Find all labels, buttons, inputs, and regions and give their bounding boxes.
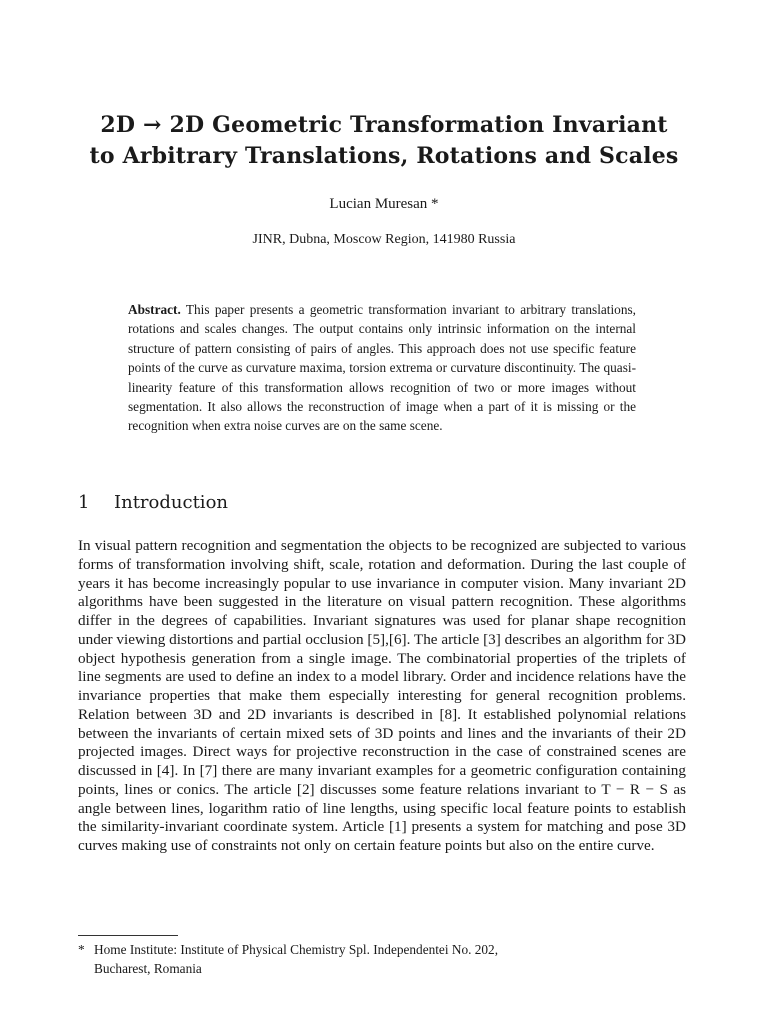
footnote-line-1: Home Institute: Institute of Physical Chemistry Spl. Independentei No. 202,	[94, 942, 499, 957]
footnote-mark: *	[78, 942, 85, 957]
section-number: 1	[78, 492, 90, 513]
title-line-2: to Arbitrary Translations, Rotations and Scales	[89, 143, 679, 169]
paper-title	[40, 110, 728, 172]
author-name: Lucian Muresan *	[329, 196, 439, 212]
abstract	[128, 300, 636, 436]
title-line-1: 2D → 2D Geometric Transformation Invariant	[100, 112, 668, 138]
footnote-line-2: Bucharest, Romania	[94, 960, 202, 976]
body-paragraph: In visual pattern recognition and segmentation the objects to be recognized are subjected to various forms of transformation involving shift, scale, rotation and deformation. During the last couple of years it has become increasingly popular to use invariance in computer vision. Many invariant 2D algorithms have been suggested in the literature on visual pattern recognition. These algorithms differ in the degrees of capabilities. Invariant signatures was used for planar shape recognition under viewing distortions and partial occlusion [5],[6]. The article [3] describes an algorithm for 3D object hypothesis generation from a single image. The combinatorial properties of the triplets of line segments are used to define an index to a model library. Order and incidence relations have the invariance properties that make them especially interesting for general recognition problems. Relation between 3D and 2D invariants is described in [8]. It established polynomial relations between the invariants of certain mixed sets of 3D points and lines and the invariants of their 2D projected images. Direct ways for projective reconstruction in the case of constrained scenes are discussed in [4]. In [7] there are many invariant examples for a geometric configuration containing points, lines or conics. The article [2] discusses some feature relations invariant to T − R − S as angle between lines, logarithm ratio of line lengths, using specific local feature points to establish the similarity-invariant coordinate system. Article [1] presents a system for matching and pose 3D curves making use of constraints not only on certain feature points but also on the entire curve.	[78, 537, 686, 854]
author-affiliation: JINR, Dubna, Moscow Region, 141980 Russia	[252, 232, 516, 247]
introduction-body	[78, 537, 686, 856]
footnote-divider	[78, 935, 178, 936]
abstract-text: This paper presents a geometric transformation invariant to arbitrary translations, rotations and scales changes. The output contains only intrinsic information on the internal structure of pattern consisting of pairs of angles. This approach does not use specific feature points of the curve as curvature maxima, torsion extrema or curvature discontinuity. The quasi-linearity feature of this transformation allows recognition of two or more images without segmentation. It also allows the reconstruction of image when a part of it is missing or the recognition when extra noise curves are on the same scene.	[128, 302, 636, 434]
section-heading	[78, 492, 228, 513]
section-title: Introduction	[114, 492, 228, 513]
footnote	[78, 941, 686, 978]
abstract-label: Abstract.	[128, 302, 181, 317]
